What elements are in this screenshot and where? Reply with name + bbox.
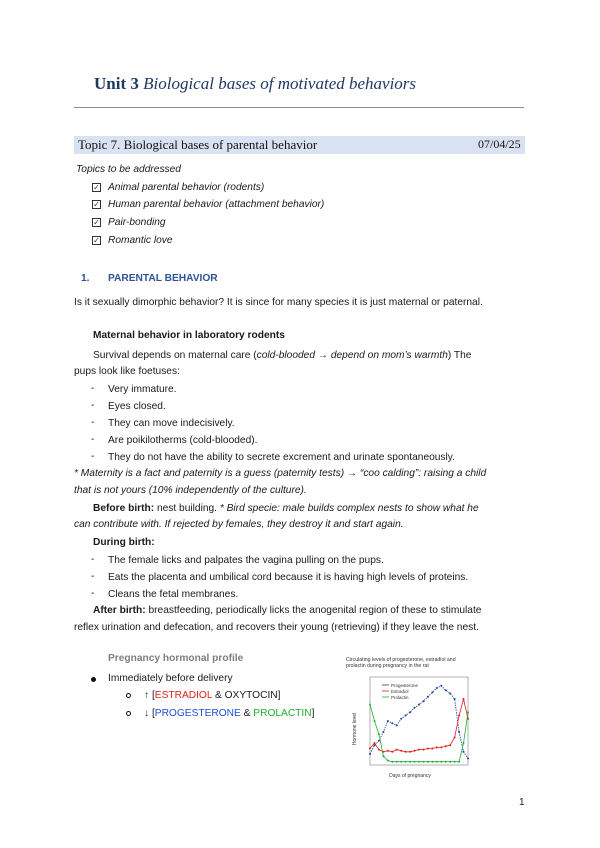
prolactin-point [409,761,411,763]
checkbox-icon: ✓ [93,236,100,245]
progesterone-point [391,722,393,724]
paternity-note: * Maternity is a fact and paternity is a guess (paternity tests) → “coo calding”: raising a child [74,468,487,479]
prolactin-point [387,760,389,762]
pup-trait: Are poikilotherms (cold-blooded). [108,435,258,446]
survival-line: Survival depends on maternal care (cold-blooded → depend on mom’s warmth) The [93,350,472,361]
progesterone-point [431,691,433,693]
estradiol-point [400,750,402,752]
page-number: 1 [519,797,525,808]
progesterone-point [467,757,469,759]
during-item: The female licks and palpates the vagina pulling on the pups. [108,555,384,566]
before-delivery: Immediately before delivery [108,673,233,684]
progesterone-point [409,711,411,713]
list-dash: - [91,400,95,411]
prolactin-point [382,755,384,757]
legend-progesterone: Progesterone [391,683,419,688]
estradiol-point [454,737,456,739]
estradiol-point [427,748,429,750]
estradiol-point [396,749,398,751]
progesterone-point [378,740,380,742]
estradiol-point [436,746,438,748]
checkbox-icon: ✓ [93,183,100,192]
prolactin-point [405,761,407,763]
estradiol-line [370,699,468,752]
prolactin-line [370,705,468,762]
progesterone-point [445,689,447,691]
hormone-chart [342,655,478,779]
topic-item: Pair-bonding [108,217,166,228]
list-dash: - [91,588,95,599]
prolactin-point [427,761,429,763]
prolactin-point [449,761,451,763]
pups-line: pups look like foetuses: [74,366,180,377]
during-item: Cleans the fetal membranes. [108,589,239,600]
legend-estradiol: Estradiol [391,689,409,694]
prolactin-point [414,761,416,763]
maternal-heading: Maternal behavior in laboratory rodents [93,330,285,341]
estradiol-point [414,750,416,752]
estradiol-point [463,698,465,700]
prolactin-point [431,761,433,763]
section-title: PARENTAL BEHAVIOR [108,273,218,284]
list-dash: - [91,451,95,462]
estradiol-point [378,749,380,751]
prolactin-point [436,761,438,763]
progesterone-point [387,720,389,722]
progesterone-point [454,698,456,700]
pup-trait: Eyes closed. [108,401,166,412]
before-birth-cont: can contribute with. If rejected by females, they destroy it and start again. [74,519,404,530]
topic-item: Animal parental behavior (rodents) [108,182,265,193]
unit-title: Unit 3 Biological bases of motivated behaviors [94,74,417,93]
estradiol-point [449,744,451,746]
topic-item: Romantic love [108,235,173,246]
before-birth-line: Before birth: nest building. * Bird specie: male builds complex nests to show what he [93,503,479,514]
hormone-figure [342,655,478,779]
topic-item: Human parental behavior (attachment behavior) [108,199,325,210]
prolactin-point [467,711,469,713]
x-axis-label: Days of pregnancy [389,773,431,779]
progesterone-point [463,751,465,753]
estradiol-point [387,750,389,752]
list-dash: - [91,417,95,428]
prolactin-point [423,761,425,763]
circle-bullet-icon [126,693,131,698]
prolactin-point [418,761,420,763]
pup-trait: They can move indecisively. [108,418,235,429]
progesterone-point [396,724,398,726]
progesterone-point [423,700,425,702]
topics-heading: Topics to be addressed [76,164,181,175]
estradiol-point [391,751,393,753]
list-dash: - [91,434,95,445]
progesterone-point [418,704,420,706]
progesterone-point [369,753,371,755]
prolactin-point [445,761,447,763]
prolactin-point [440,761,442,763]
circle-bullet-icon [126,711,131,716]
during-item: Eats the placenta and umbilical cord because it is having high levels of proteins. [108,572,469,583]
estradiol-point [423,749,425,751]
paternity-note-cont: that is not yours (10% independently of the culture). [74,485,307,496]
during-birth-label: During birth: [93,537,155,548]
estradiol-point [431,748,433,750]
progesterone-point [440,685,442,687]
prolactin-point [374,720,376,722]
estradiol-point [418,749,420,751]
topic-date: 07/04/25 [478,137,521,151]
estradiol-point [405,751,407,753]
progesterone-point [400,718,402,720]
section-number: 1. [81,273,90,284]
estradiol-point [369,748,371,750]
after-birth-cont: reflex urination and defecation, and recovers their young (retrieving) if they leave the nest. [74,622,479,633]
dimorphic-question: Is it sexually dimorphic behavior? It is since for many species it is just maternal or paternal. [74,297,483,308]
progesterone-point [414,707,416,709]
topic-title: Topic 7. Biological bases of parental behavior [78,137,318,152]
progesterone-point [436,687,438,689]
estradiol-point [409,751,411,753]
estradiol-point [374,742,376,744]
bullet-icon [91,677,96,682]
pup-trait: They do not have the ability to secrete excrement and urinate spontaneously. [108,452,455,463]
progesterone-point [405,715,407,717]
pup-trait: Very immature. [108,384,177,395]
checkbox-icon: ✓ [93,218,100,227]
hormones-down: ↓ [PROGESTERONE & PROLACTIN] [144,708,315,719]
after-birth-line: After birth: breastfeeding, periodically licks the anogenital region of these to stimulate [93,605,482,616]
prolactin-point [463,742,465,744]
y-axis-label: Hormone level [352,712,358,746]
prolactin-point [369,704,371,706]
prolactin-point [458,761,460,763]
pregnancy-heading: Pregnancy hormonal profile [108,653,244,664]
progesterone-point [427,696,429,698]
progesterone-point [458,731,460,733]
list-dash: - [91,383,95,394]
estradiol-point [458,715,460,717]
legend-prolactin: Prolactin [391,695,409,700]
progesterone-point [449,693,451,695]
progesterone-point [382,731,384,733]
prolactin-point [400,761,402,763]
title-rule [74,107,524,108]
prolactin-point [378,733,380,735]
prolactin-point [454,761,456,763]
estradiol-point [445,745,447,747]
hormones-up: ↑ [ESTRADIOL & OXYTOCIN] [144,690,281,701]
estradiol-point [440,746,442,748]
prolactin-point [396,761,398,763]
list-dash: - [91,554,95,565]
prolactin-point [391,761,393,763]
checkbox-icon: ✓ [93,200,100,209]
figure-caption: Circulating levels of progesterone, estradiol and prolactin during pregnancy in the rat [346,657,456,669]
list-dash: - [91,571,95,582]
